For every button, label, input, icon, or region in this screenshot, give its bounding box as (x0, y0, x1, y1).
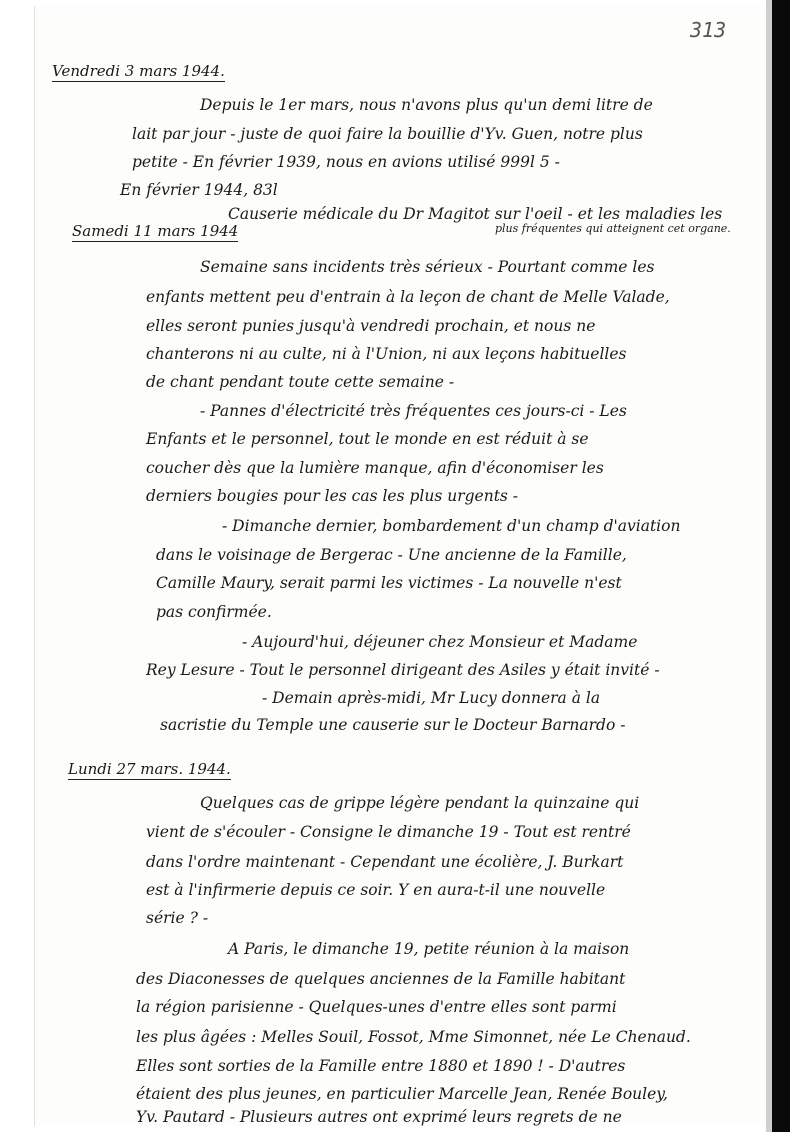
text-line: - Pannes d'électricité très fréquentes ces jours-ci - Les (200, 402, 627, 420)
entry-date: Vendredi 3 mars 1944. (52, 62, 225, 80)
text-line: les plus âgées : Melles Souil, Fossot, Mme Simonnet, née Le Chenaud. (136, 1028, 691, 1046)
text-line: étaient des plus jeunes, en particulier Marcelle Jean, Renée Bouley, (136, 1085, 668, 1103)
text-line: Causerie médicale du Dr Magitot sur l'oeil - et les maladies les (228, 205, 723, 223)
text-line: des Diaconesses de quelques anciennes de la Famille habitant (136, 970, 626, 988)
scan-border (772, 0, 790, 1132)
text-line: Rey Lesure - Tout le personnel dirigeant des Asiles y était invité - (146, 661, 660, 679)
text-line: Quelques cas de grippe légère pendant la quinzaine qui (200, 794, 640, 812)
text-line: est à l'infirmerie depuis ce soir. Y en aura-t-il une nouvelle (146, 881, 606, 899)
text-line: elles seront punies jusqu'à vendredi prochain, et nous ne (146, 317, 596, 335)
entry-date: Samedi 11 mars 1944 (72, 222, 239, 240)
text-line: Semaine sans incidents très sérieux - Pourtant comme les (200, 258, 655, 276)
text-line: pas confirmée. (156, 603, 272, 621)
text-line: A Paris, le dimanche 19, petite réunion à la maison (228, 940, 630, 958)
text-line: de chant pendant toute cette semaine - (146, 373, 455, 391)
text-line: dans l'ordre maintenant - Cependant une écolière, J. Burkart (146, 853, 624, 871)
text-line: série ? - (146, 909, 209, 927)
text-line: Enfants et le personnel, tout le monde en est réduit à se (146, 430, 589, 448)
text-line: - Aujourd'hui, déjeuner chez Monsieur et Madame (242, 633, 638, 651)
text-line: - Demain après-midi, Mr Lucy donnera à la (262, 689, 601, 707)
text-line: - Dimanche dernier, bombardement d'un champ d'aviation (222, 517, 681, 535)
text-line: la région parisienne - Quelques-unes d'entre elles sont parmi (136, 998, 617, 1016)
text-line: Elles sont sorties de la Famille entre 1880 et 1890 ! - D'autres (136, 1057, 626, 1075)
entry-date: Lundi 27 mars. 1944. (68, 760, 231, 778)
text-line: Depuis le 1er mars, nous n'avons plus qu'un demi litre de (200, 96, 653, 114)
text-line: lait par jour - juste de quoi faire la bouillie d'Yv. Guen, notre plus (132, 125, 643, 143)
text-line: coucher dès que la lumière manque, afin d'économiser les (146, 459, 604, 477)
page-number: 313 (690, 18, 727, 42)
text-line: dans le voisinage de Bergerac - Une ancienne de la Famille, (156, 546, 627, 564)
text-line: derniers bougies pour les cas les plus urgents - (146, 487, 519, 505)
text-line: petite - En février 1939, nous en avions utilisé 999l 5 - (132, 153, 560, 171)
text-line: sacristie du Temple une causerie sur le Docteur Barnardo - (160, 716, 626, 734)
text-line: enfants mettent peu d'entrain à la leçon de chant de Melle Valade, (146, 288, 670, 306)
text-line: Yv. Pautard - Plusieurs autres ont exprimé leurs regrets de ne (136, 1108, 622, 1126)
text-line: En février 1944, 83l (120, 181, 278, 199)
text-line: vient de s'écouler - Consigne le dimanche 19 - Tout est rentré (146, 823, 631, 841)
diary-page (34, 6, 773, 1126)
margin-note: plus fréquentes qui atteignent cet organe. (495, 222, 731, 235)
text-line: Camille Maury, serait parmi les victimes - La nouvelle n'est (156, 574, 622, 592)
text-line: chanterons ni au culte, ni à l'Union, ni aux leçons habituelles (146, 345, 627, 363)
